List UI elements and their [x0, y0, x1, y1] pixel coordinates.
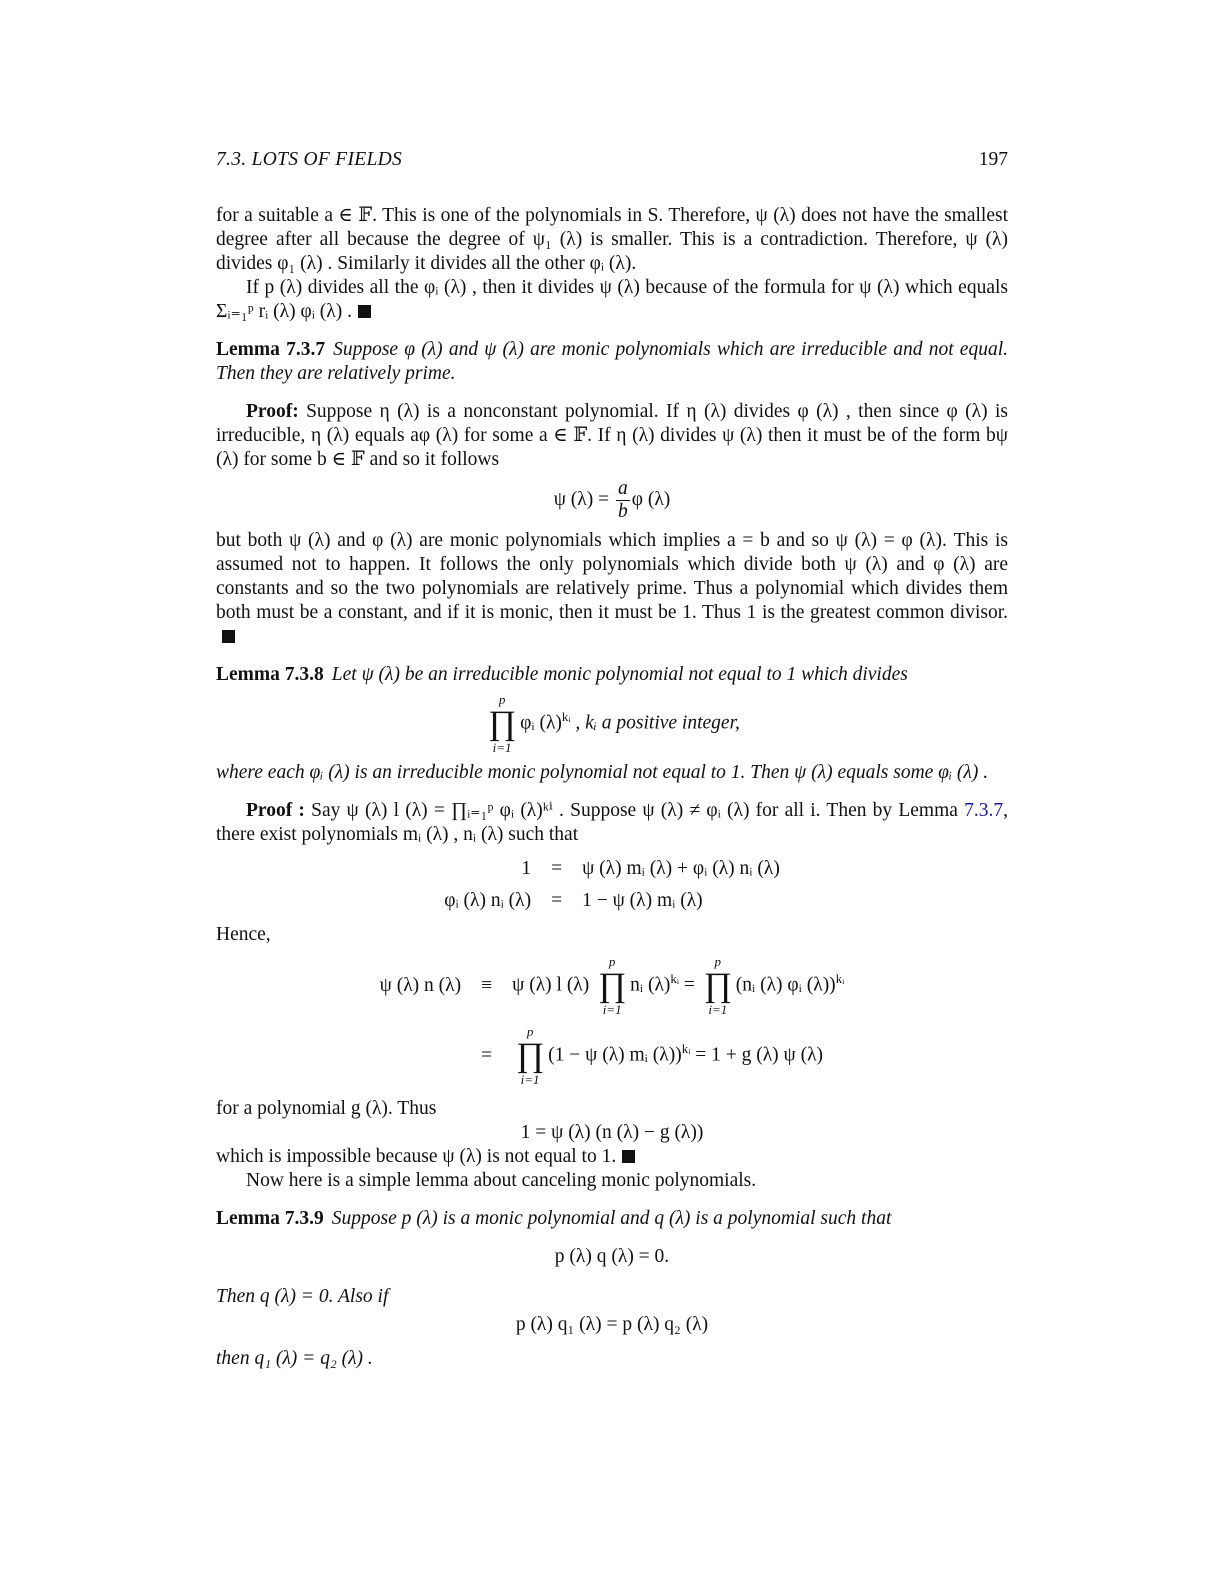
lemma-label: Lemma 7.3.7: [216, 339, 326, 360]
polynomial-g-text: for a polynomial g (λ). Thus: [216, 1098, 437, 1119]
proof-7-3-7-continued: but both ψ (λ) and φ (λ) are monic polynomials which implies a = b and so ψ (λ) = φ (λ). This is assumed not to happen. It follows the only polynomials which divide both ψ (λ) and φ (λ) are constants and so the two polynomials are relatively prime. Thus a polynomial which divides them both must be a constant, and if it is monic, then it must be 1. Thus 1 is the greatest common divisor.: [216, 529, 1008, 649]
qed-icon: [622, 1150, 635, 1163]
then-q-zero-text: Then q (λ) = 0. Also if: [216, 1286, 389, 1307]
product-operator: p ∏ i=1: [598, 954, 627, 1017]
running-header: [216, 148, 1008, 172]
equation-psi-ratio: ψ (λ) = $\frac{a}{b}$ φ (λ): [553, 478, 671, 522]
proof-7-3-7: Proof: Suppose η (λ) is a nonconstant polynomial. If η (λ) divides φ (λ) , then since φ (λ) is irreducible, η (λ) equals aφ (λ) for some a ∈ 𝔽. If η (λ) divides ψ (λ) then it must be of the form bψ (λ) for some b ∈ 𝔽 and so it follows: [216, 401, 1008, 470]
lemma-reference-link[interactable]: 7.3.7: [964, 800, 1004, 821]
lemma-7-3-9: [216, 1207, 1008, 1231]
equation-cancel: p (λ) q₁ (λ) = p (λ) q₂ (λ): [515, 1314, 709, 1335]
product-operator: p ∏ i=1: [516, 1024, 545, 1087]
equation-one: 1 = ψ (λ) (n (λ) − g (λ)): [520, 1122, 704, 1143]
proof-label: Proof :: [246, 800, 305, 821]
proof-7-3-8: Proof : Say ψ (λ) l (λ) = ∏ᵢ₌₁ᵖ φᵢ (λ)ᵏⁱ . Suppose ψ (λ) ≠ φᵢ (λ) for all i. Then by Lemma 7.3.7, there exist polynomials mᵢ (λ) , nᵢ (λ) such that: [216, 800, 1009, 845]
lemma-statement: Suppose p (λ) is a monic polynomial and q (λ) is a polynomial such that: [331, 1208, 892, 1229]
page: [216, 148, 1008, 1371]
section-title: 7.3. LOTS OF FIELDS: [216, 149, 403, 170]
equation-product-expansion: ψ (λ) n (λ) ≡ ψ (λ) l (λ) p ∏ i=1 nᵢ $(\lambda)^{kᵢ}$ = p ∏ i=1 (nᵢ (λ) φᵢ (λ))$^{kᵢ}$ = p ∏ i=1 (1 − ψ (λ) mᵢ (λ))$^{kᵢ}$ = 1 + g (λ) ψ (λ): [379, 954, 845, 1087]
now-here-text: Now here is a simple lemma about canceling monic polynomials.: [246, 1170, 757, 1191]
equation-product: p ∏ i=1 φᵢ $(\lambda)^{kᵢ}$ , kᵢ a positive integer,: [488, 692, 740, 755]
equation-system: 1 = ψ (λ) mᵢ (λ) + φᵢ (λ) nᵢ (λ) φᵢ (λ) nᵢ (λ) = 1 − ψ (λ) mᵢ (λ): [444, 858, 780, 911]
equation-pq-zero: p (λ) q (λ) = 0.: [554, 1246, 670, 1267]
impossible-text: which is impossible because ψ (λ) is not equal to 1.: [216, 1145, 1008, 1169]
then-q1-q2-text: then q₁ (λ) = q₂ (λ) .: [216, 1348, 373, 1369]
product-operator: p ∏ i=1: [703, 954, 732, 1017]
paragraph-2: If p (λ) divides all the φᵢ (λ) , then it divides ψ (λ) because of the formula for ψ (λ) which equals Σᵢ₌₁ᵖ rᵢ (λ) φᵢ (λ) .: [216, 277, 1008, 322]
lemma-statement: Suppose φ (λ) and ψ (λ) are monic polynomials which are irreducible and not equal. Then they are relatively prime.: [216, 339, 1008, 384]
lemma-statement: Let ψ (λ) be an irreducible monic polynomial not equal to 1 which divides: [331, 664, 908, 685]
lemma-7-3-8-continued: where each φᵢ (λ) is an irreducible monic polynomial not equal to 1. Then ψ (λ) equals some φᵢ (λ) .: [216, 762, 989, 783]
paragraph-1: for a suitable a ∈ 𝔽. This is one of the polynomials in S. Therefore, ψ (λ) does not have the smallest degree after all because the degree of ψ₁ (λ) is smaller. This is a contradiction. Therefore, ψ (λ) divides φ₁ (λ) . Similarly it divides all the other φᵢ (λ).: [216, 205, 1008, 274]
hence-text: Hence,: [216, 924, 271, 945]
lemma-label: Lemma 7.3.8: [216, 664, 324, 685]
qed-icon: [222, 630, 235, 643]
lemma-7-3-7: [216, 338, 1008, 386]
product-operator: p ∏ i=1: [488, 692, 517, 755]
page-number: 197: [978, 149, 1008, 170]
lemma-7-3-8: [216, 663, 1008, 687]
fraction: $\frac{a}{b}$: [617, 478, 628, 522]
lemma-label: Lemma 7.3.9: [216, 1208, 324, 1229]
proof-label: Proof:: [246, 401, 299, 422]
qed-icon: [358, 305, 371, 318]
